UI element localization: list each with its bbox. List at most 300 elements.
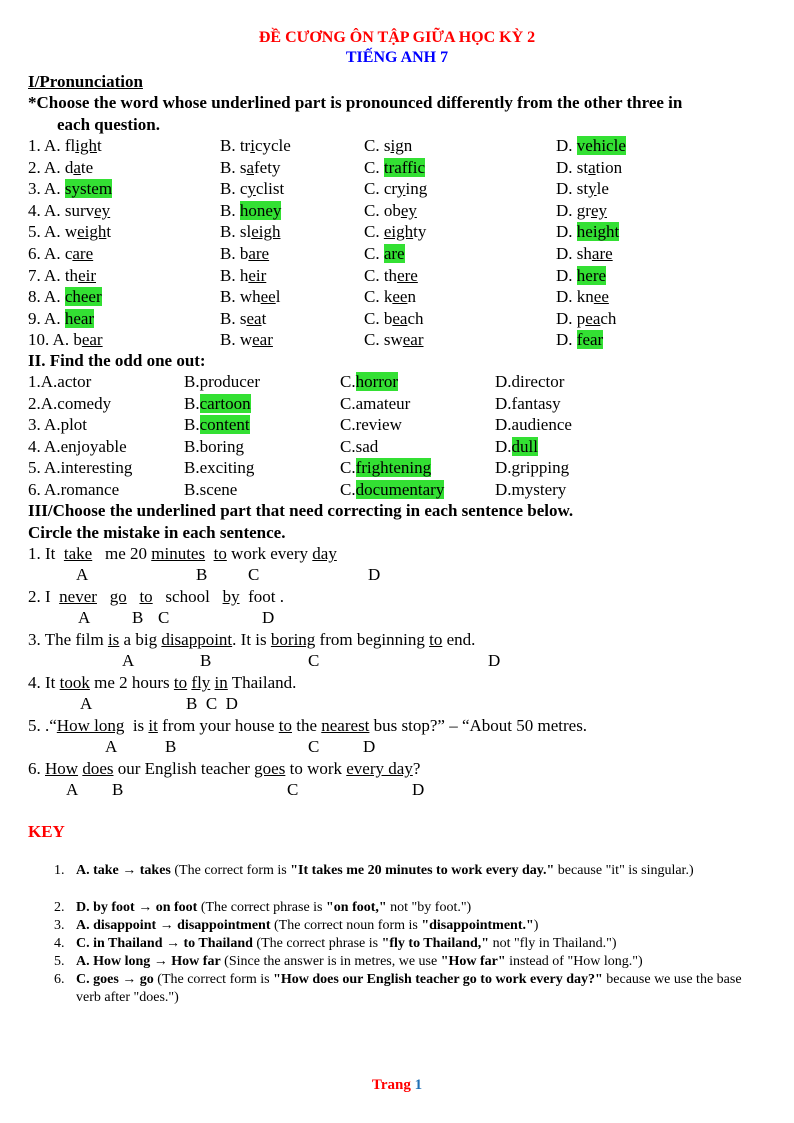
key-title: KEY [28, 822, 65, 841]
sentence-text: the [291, 716, 322, 735]
key-correction: A. How long → How far [76, 954, 221, 969]
option [556, 243, 613, 264]
underlined-part: a [246, 157, 255, 177]
sentence-text: to work [285, 759, 347, 778]
sentence [28, 758, 420, 779]
underlined-part: eigh [77, 222, 107, 242]
key-number: 3. [54, 918, 65, 933]
key-explanation-end: not "by foot.") [386, 900, 472, 915]
option-text: D.gripping [495, 458, 570, 478]
key-explanation-end: because "it" is singular.) [554, 863, 694, 878]
option-label: B. [184, 415, 200, 435]
underlined-part: nearest [321, 716, 370, 735]
option-label: C. cr [364, 179, 398, 199]
option-rest: fety [254, 157, 281, 177]
key-explanation: (The correct form is [170, 863, 291, 878]
option-label: D. [556, 136, 577, 155]
underlined-part: are [248, 244, 270, 263]
option-label: 8. A. [28, 287, 65, 307]
option-label: 3. A. [28, 179, 65, 199]
key-text [76, 917, 756, 935]
underlined-part: eir [248, 265, 267, 285]
option [28, 157, 93, 178]
option-label: D. [495, 436, 512, 456]
choice-letter: B [200, 651, 212, 670]
option-label: C. sw [364, 330, 403, 350]
option [28, 178, 112, 199]
option-label: 6. A. c [28, 244, 73, 263]
underlined-part: y [588, 179, 597, 199]
option-label: D. st [556, 179, 589, 199]
key-text [76, 899, 756, 917]
option [556, 178, 609, 199]
choice-letter: D [412, 780, 425, 799]
key-explanation: (Since the answer is in metres, we use [220, 954, 441, 969]
underlined-part: y [247, 179, 256, 199]
underlined-part: does [82, 759, 114, 778]
highlighted-answer: horror [355, 372, 399, 391]
choice-letter: A [105, 737, 118, 756]
option-rest: ch [407, 308, 424, 328]
sentence-text: 6. [28, 759, 45, 778]
key-correction: C. in Thailand → to Thailand [76, 936, 253, 951]
underlined-part: take [63, 544, 93, 563]
key-correct-form: "disappointment." [421, 918, 534, 933]
key-explanation-end: instead of "How long.") [505, 954, 643, 969]
key-explanation-end: ) [533, 918, 539, 933]
sentence-text: work every [226, 544, 313, 563]
underlined-part: ea [392, 308, 408, 328]
option [220, 265, 266, 286]
highlighted-answer: are [383, 244, 405, 263]
underlined-part: i [250, 136, 255, 155]
highlighted-answer: frightening [355, 458, 432, 478]
highlighted-answer: documentary [355, 480, 445, 499]
option-label: B. [184, 393, 200, 413]
option [364, 329, 424, 350]
option-label: 10. A. b [28, 330, 82, 350]
key-number: 1. [54, 863, 65, 878]
key-explanation: (The correct form is [153, 972, 274, 987]
choice-letter: C [248, 565, 260, 584]
sentence-text: end. [442, 630, 476, 649]
option-label: 5. A. w [28, 222, 78, 242]
option-rest: tion [595, 157, 623, 177]
option-rest: cycle [254, 136, 291, 155]
underlined-part: are [72, 244, 94, 263]
option [184, 371, 260, 392]
underlined-part: took [59, 673, 90, 692]
underlined-part: ey [94, 200, 111, 220]
key-correct-form: "How far" [440, 954, 506, 969]
sentence [28, 715, 587, 736]
highlighted-answer: traffic [383, 157, 426, 177]
underlined-part: boring [270, 630, 316, 649]
option-label: C. [340, 480, 356, 499]
choice-letter: B C D [186, 694, 238, 713]
key-correct-form: "How does our English teacher go to work every day?" [273, 972, 603, 987]
option [28, 265, 96, 286]
choice-letter: A [76, 565, 89, 584]
key-explanation: (The correct noun form is [270, 918, 422, 933]
option [340, 393, 410, 414]
option [495, 436, 538, 457]
choice-letter: C [287, 780, 299, 799]
option-rest: le [596, 179, 609, 199]
option-label: B. sl [220, 222, 252, 242]
key-explanation: (The correct phrase is [197, 900, 327, 915]
option [28, 393, 111, 414]
underlined-part: eigh [383, 222, 414, 242]
underlined-part: it [148, 716, 158, 735]
option [364, 221, 426, 242]
option [556, 221, 619, 242]
underlined-part: goes [254, 759, 286, 778]
option [28, 308, 94, 329]
choice-letter: C [308, 737, 320, 756]
option-rest: ty [413, 222, 427, 242]
option-label: B. s [220, 308, 247, 328]
sentence-text: . It is [232, 630, 271, 649]
sentence-text: 3. The film [28, 630, 108, 649]
choice-letter: D [262, 608, 275, 627]
option-rest: te [80, 157, 94, 177]
key-number: 6. [54, 972, 65, 987]
option-text: 1.A.actor [28, 372, 92, 391]
section1-instruction-cont: each question. [57, 115, 160, 134]
option-label: 9. A. [28, 308, 65, 328]
option [220, 221, 280, 242]
page-footer [0, 1077, 794, 1094]
underlined-part: in [214, 673, 228, 692]
underlined-part: eir [78, 265, 96, 285]
underlined-part: a [73, 157, 81, 177]
sentence-text: 2. I [28, 587, 60, 606]
page-number: 1 [414, 1077, 423, 1093]
choice-letter: B [196, 565, 208, 584]
option-text: B.exciting [184, 458, 255, 478]
choice-letter: D [368, 565, 381, 584]
option [495, 457, 569, 478]
choice-letter: A [66, 780, 79, 799]
option-text: B.scene [184, 480, 238, 499]
key-text [76, 862, 756, 880]
option-text: C.amateur [340, 393, 411, 413]
choice-letter: B [112, 780, 124, 799]
sentence-text: ? [412, 759, 421, 778]
option [28, 371, 91, 392]
section1-instruction: *Choose the word whose underlined part is pronounced differently from the other three in [28, 93, 683, 112]
option [364, 243, 405, 264]
choice-letter: A [122, 651, 135, 670]
highlighted-answer: hear [64, 308, 95, 328]
section1-heading: I/Pronunciation [28, 72, 143, 91]
option [364, 157, 425, 178]
option-text: 4. A.enjoyable [28, 436, 127, 456]
option [556, 135, 626, 156]
underlined-part: minutes [151, 544, 206, 563]
underlined-part: a [588, 157, 596, 177]
option [184, 393, 251, 414]
underlined-part: y [397, 179, 406, 199]
key-correction: D. by foot → on foot [76, 900, 198, 915]
option-label: D. [556, 330, 577, 350]
sentence-text [127, 587, 140, 606]
option [28, 329, 103, 350]
option [364, 200, 417, 221]
underlined-part: to [139, 587, 153, 606]
option-label: B. [220, 200, 240, 220]
sentence [28, 543, 337, 564]
option [495, 479, 566, 500]
key-correction: A. take → takes [76, 863, 171, 878]
choice-letter: C [308, 651, 320, 670]
option [220, 243, 269, 264]
underlined-part: ear [402, 330, 424, 350]
option-label: C. [364, 244, 384, 263]
option [28, 457, 132, 478]
option-text: 5. A.interesting [28, 458, 133, 478]
option [495, 393, 561, 414]
underlined-part: ea [246, 308, 262, 328]
option [28, 221, 111, 242]
choice-letter: B [132, 608, 144, 627]
key-text [76, 935, 756, 953]
sentence-text: from your house [157, 716, 279, 735]
underlined-part: ey [590, 200, 607, 220]
section3-heading: III/Choose the underlined part that need correcting in each sentence below. [28, 501, 574, 520]
underlined-part: to [173, 673, 188, 692]
sentence-text: foot . [239, 587, 284, 606]
option [340, 457, 431, 478]
sentence-text: school [152, 587, 223, 606]
option [28, 414, 87, 435]
highlighted-answer: cheer [64, 287, 102, 307]
option [364, 178, 427, 199]
option [28, 436, 127, 457]
choice-letter: D [488, 651, 501, 670]
option-label: D. sh [556, 244, 592, 263]
option [28, 243, 93, 264]
underlined-part: ig [390, 136, 404, 155]
option-text: C.review [340, 415, 402, 435]
document-title: ĐỀ CƯƠNG ÔN TẬP GIỮA HỌC KỲ 2 [258, 29, 536, 46]
underlined-part: go [109, 587, 127, 606]
sentence-text: bus stop?” – “About 50 metres. [369, 716, 588, 735]
sentence-text [97, 587, 110, 606]
option-label: C. b [364, 308, 393, 328]
option-label: C. k [364, 287, 393, 307]
underlined-part: every day [346, 759, 413, 778]
sentence-text: a big [119, 630, 162, 649]
sentence-text: me 20 [92, 544, 152, 563]
option-label: B. w [220, 330, 253, 350]
option-label: 7. A. th [28, 265, 79, 285]
key-number: 4. [54, 936, 65, 951]
underlined-part: never [59, 587, 97, 606]
option [28, 200, 110, 221]
key-correct-form: "fly to Thailand," [381, 936, 490, 951]
option [220, 329, 273, 350]
option [184, 457, 254, 478]
option-rest: t [261, 308, 267, 328]
option [364, 135, 412, 156]
underlined-part: ere [397, 265, 418, 285]
underlined-part: to [278, 716, 292, 735]
option-label: C. [340, 372, 356, 391]
option [556, 308, 616, 329]
option [340, 436, 378, 457]
option [556, 157, 622, 178]
underlined-part: fly [191, 673, 211, 692]
option-label: C. [340, 458, 356, 478]
option [556, 200, 607, 221]
option-label: D. [556, 265, 577, 285]
sentence [28, 672, 296, 693]
highlighted-answer: height [576, 222, 620, 242]
option-rest: n [403, 136, 413, 155]
option [220, 286, 280, 307]
sentence-text: 4. It [28, 673, 60, 692]
option [220, 308, 266, 329]
option-text: C.sad [340, 436, 379, 456]
key-correct-form: "It takes me 20 minutes to work every day." [290, 863, 555, 878]
option [495, 371, 564, 392]
option [184, 414, 250, 435]
key-correct-form: "on foot," [326, 900, 387, 915]
option-label: D. st [556, 157, 589, 177]
document-subtitle: TIẾNG ANH 7 [345, 49, 449, 66]
sentence-text: 1. It [28, 544, 64, 563]
sentence-text: is [124, 716, 149, 735]
option-rest: ing [405, 179, 428, 199]
option [184, 479, 237, 500]
underlined-part: ey [400, 200, 417, 220]
sentence [28, 586, 284, 607]
underlined-part: are [591, 244, 613, 263]
key-number: 5. [54, 954, 65, 969]
option-label: B. c [220, 179, 248, 199]
option-label: D. [556, 222, 577, 242]
underlined-part: by [222, 587, 240, 606]
option [556, 329, 603, 350]
option [220, 157, 280, 178]
option-label: B. wh [220, 287, 261, 307]
sentence-text: me 2 hours [89, 673, 174, 692]
highlighted-answer: content [199, 415, 250, 435]
option-text: D.audience [495, 415, 572, 435]
option-label: C. [364, 222, 384, 242]
highlighted-answer: dull [511, 436, 538, 456]
underlined-part: ee [260, 287, 276, 307]
section3-subheading: Circle the mistake in each sentence. [28, 523, 286, 542]
option-rest: clist [255, 179, 285, 199]
highlighted-answer: vehicle [576, 136, 626, 155]
option-label: D. gr [556, 200, 591, 220]
underlined-part: igh [75, 136, 97, 155]
option-label: B. b [220, 244, 249, 263]
option [556, 286, 609, 307]
sentence-text: our English teacher [113, 759, 255, 778]
option-text: D.fantasy [495, 393, 561, 413]
key-number: 2. [54, 900, 65, 915]
option [364, 265, 418, 286]
option [556, 265, 606, 286]
underlined-part: How [45, 759, 79, 778]
option-label: D. p [556, 308, 586, 328]
option [28, 286, 102, 307]
choice-letter: C [158, 608, 170, 627]
option-rest: n [407, 287, 416, 307]
option [340, 371, 398, 392]
underlined-part: ee [593, 287, 609, 307]
sentence-text: 5. .“ [28, 716, 57, 735]
option [340, 414, 402, 435]
sentence-text: Thailand. [227, 673, 297, 692]
underlined-part: eigh [251, 222, 281, 242]
option-rest: l [275, 287, 281, 307]
underlined-part: How long [56, 716, 125, 735]
option [220, 135, 291, 156]
option-label: C. [364, 157, 384, 177]
option-text: 2.A.comedy [28, 393, 112, 413]
option-label: 4. A. surv [28, 200, 95, 220]
highlighted-answer: fear [576, 330, 604, 350]
option [28, 479, 119, 500]
underlined-part: ear [252, 330, 273, 350]
option-text: B.producer [184, 372, 261, 391]
option [364, 286, 416, 307]
highlighted-answer: system [64, 179, 113, 199]
option-label: C. s [364, 136, 391, 155]
option-label: D. kn [556, 287, 594, 307]
option [184, 436, 244, 457]
option-text: B.boring [184, 436, 244, 456]
choice-letter: A [78, 608, 91, 627]
key-correction: A. disappoint → disappointment [76, 918, 271, 933]
option-text: 6. A.romance [28, 480, 120, 499]
sentence-text: from beginning [315, 630, 430, 649]
key-text [76, 971, 756, 1007]
underlined-part: to [429, 630, 443, 649]
choice-letter: A [80, 694, 93, 713]
key-correction: C. goes → go [76, 972, 154, 987]
highlighted-answer: honey [239, 200, 282, 220]
key-text [76, 953, 756, 971]
sentence [28, 629, 475, 650]
option [220, 178, 284, 199]
option-label: B. h [220, 265, 249, 285]
key-explanation-end: because we use the base verb after "does.") [76, 972, 742, 1005]
key-explanation: (The correct phrase is [252, 936, 382, 951]
option-text: 3. A.plot [28, 415, 88, 435]
option-label: 1. A. fl [28, 136, 76, 155]
underlined-part: ee [392, 287, 408, 307]
option-text: D.mystery [495, 480, 567, 499]
underlined-part: to [213, 544, 227, 563]
option-label: B. s [220, 157, 247, 177]
choice-letter: B [165, 737, 177, 756]
sentence-text [205, 544, 214, 563]
section2-heading: II. Find the odd one out: [28, 351, 206, 370]
underlined-part: day [312, 544, 337, 563]
option-rest: t [106, 222, 112, 242]
highlighted-answer: here [576, 265, 607, 285]
option-label: B. tr [220, 136, 251, 155]
highlighted-answer: cartoon [199, 393, 251, 413]
option [28, 135, 102, 156]
underlined-part: is [107, 630, 120, 649]
